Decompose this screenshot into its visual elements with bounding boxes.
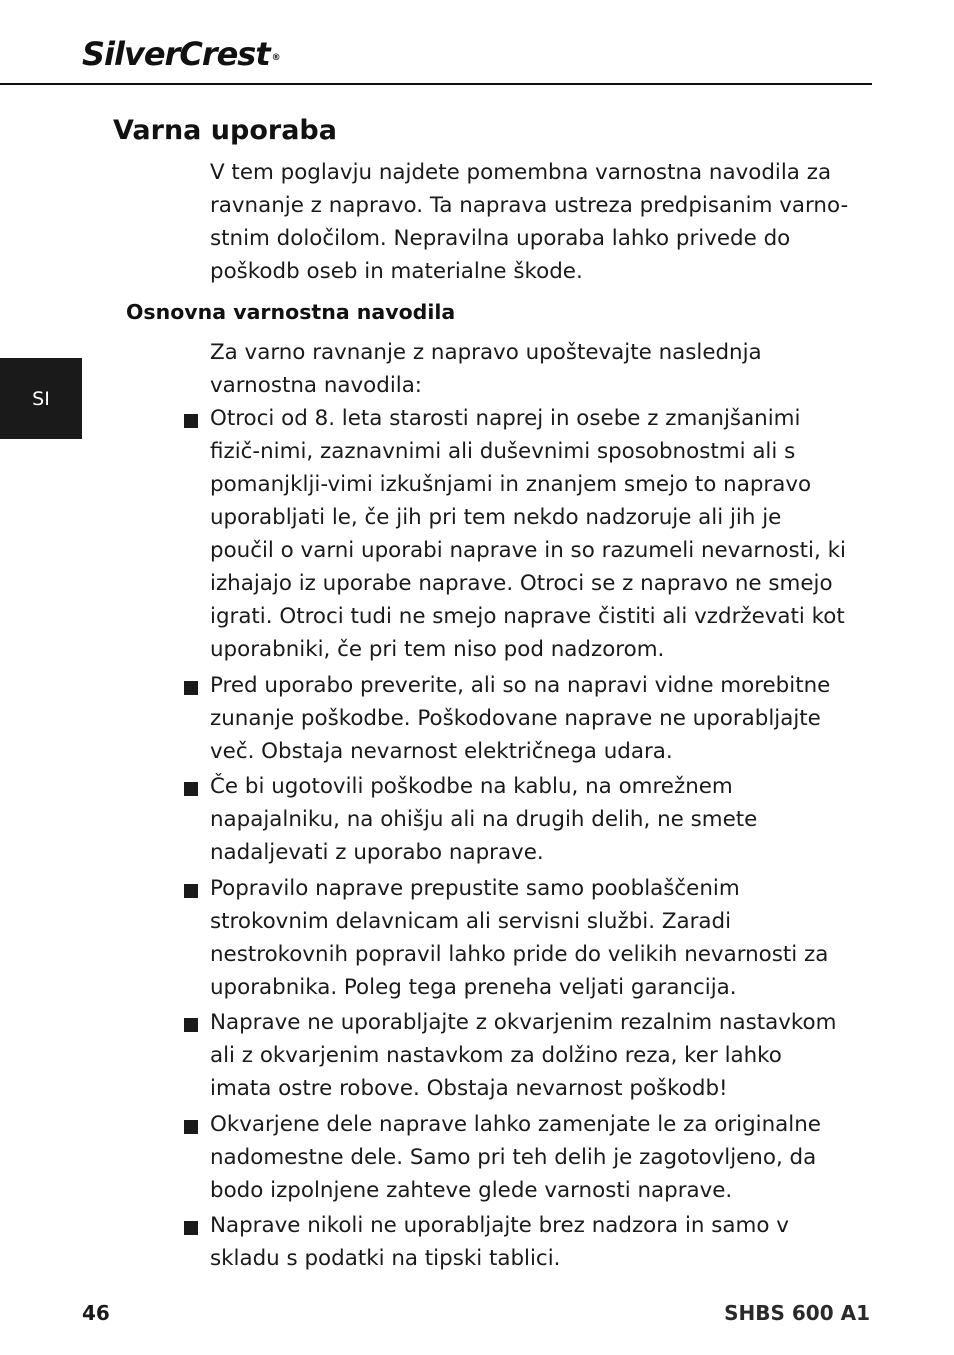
list-item-text: Naprave ne uporabljajte z okvarjenim rezalnim nastavkom ali z okvarjenim nastavkom za dolžino reza, ker lahko imata ostre robove. Obstaja nevarnost poškodb!	[210, 1010, 837, 1101]
language-code: SI	[32, 387, 50, 410]
list-item	[0, 402, 850, 666]
brand-name: SilverCrest	[82, 35, 270, 73]
safety-list	[0, 402, 954, 1278]
list-item	[0, 872, 850, 1004]
bullet-square-icon	[184, 1221, 198, 1235]
model-number: SHBS 600 A1	[724, 1301, 870, 1325]
list-item	[0, 1209, 850, 1275]
section-title: Varna uporaba	[113, 115, 337, 146]
bullet-square-icon	[184, 1120, 198, 1134]
list-item	[0, 669, 850, 768]
list-item-text: Naprave nikoli ne uporabljajte brez nadzora in samo v skladu s podatki na tipski tablici.	[210, 1213, 789, 1271]
bullet-square-icon	[184, 414, 198, 428]
list-item-text: Če bi ugotovili poškodbe na kablu, na omrežnem napajalniku, na ohišju ali na drugih delih, ne smete nadaljevati z uporabo naprave.	[210, 774, 758, 865]
bullet-square-icon	[184, 782, 198, 796]
bullet-square-icon	[184, 1018, 198, 1032]
lead-paragraph: Za varno ravnanje z napravo upoštevajte naslednja varnostna navodila:	[210, 340, 762, 398]
page-number: 46	[82, 1301, 110, 1325]
bullet-square-icon	[184, 681, 198, 695]
header-divider	[0, 83, 872, 85]
list-item	[0, 1108, 850, 1207]
list-item-text: Otroci od 8. leta starosti naprej in osebe z zmanjšanimi fizič-nimi, zaznavnimi ali duševnimi sposobnostmi ali s pomanjklji-vimi izkušnjami in znanjem smejo to napravo uporabljati le, če jih pri tem nekdo nadzoruje ali jih je poučil o varni uporabi naprave in so razumeli nevarnosti, ki izhajajo iz uporabe naprave. Otroci se z napravo ne smejo igrati. Otroci tudi ne smejo naprave čistiti ali vzdrževati kot uporabniki, če pri tem niso pod nadzorom.	[210, 406, 846, 662]
list-item-text: Pred uporabo preverite, ali so na napravi vidne morebitne zunanje poškodbe. Poškodovane naprave ne uporabljajte več. Obstaja nevarnost električnega udara.	[210, 672, 831, 764]
subsection-title: Osnovna varnostna navodila	[126, 300, 456, 324]
registered-mark: ®	[271, 53, 280, 63]
list-item	[0, 770, 850, 869]
list-item-text: Okvarjene dele naprave lahko zamenjate le za originalne nadomestne dele. Samo pri teh delih je zagotovljeno, da bodo izpolnjene zahteve glede varnosti naprave.	[210, 1111, 821, 1203]
brand-logo	[82, 30, 280, 78]
bullet-square-icon	[184, 884, 198, 898]
intro-paragraph: V tem poglavju najdete pomembna varnostna navodila za ravnanje z napravo. Ta naprava ustreza predpisanim varno-stnim določilom. Nepravilna uporaba lahko privede do poškodb oseb in materialne škode.	[210, 160, 849, 284]
list-item-text: Popravilo naprave prepustite samo pooblaščenim strokovnim delavnicam ali servisni službi. Zaradi nestrokovnih popravil lahko pride do velikih nevarnosti za uporabnika. Poleg tega preneha veljati garancija.	[210, 875, 829, 1000]
list-item	[0, 1006, 850, 1105]
